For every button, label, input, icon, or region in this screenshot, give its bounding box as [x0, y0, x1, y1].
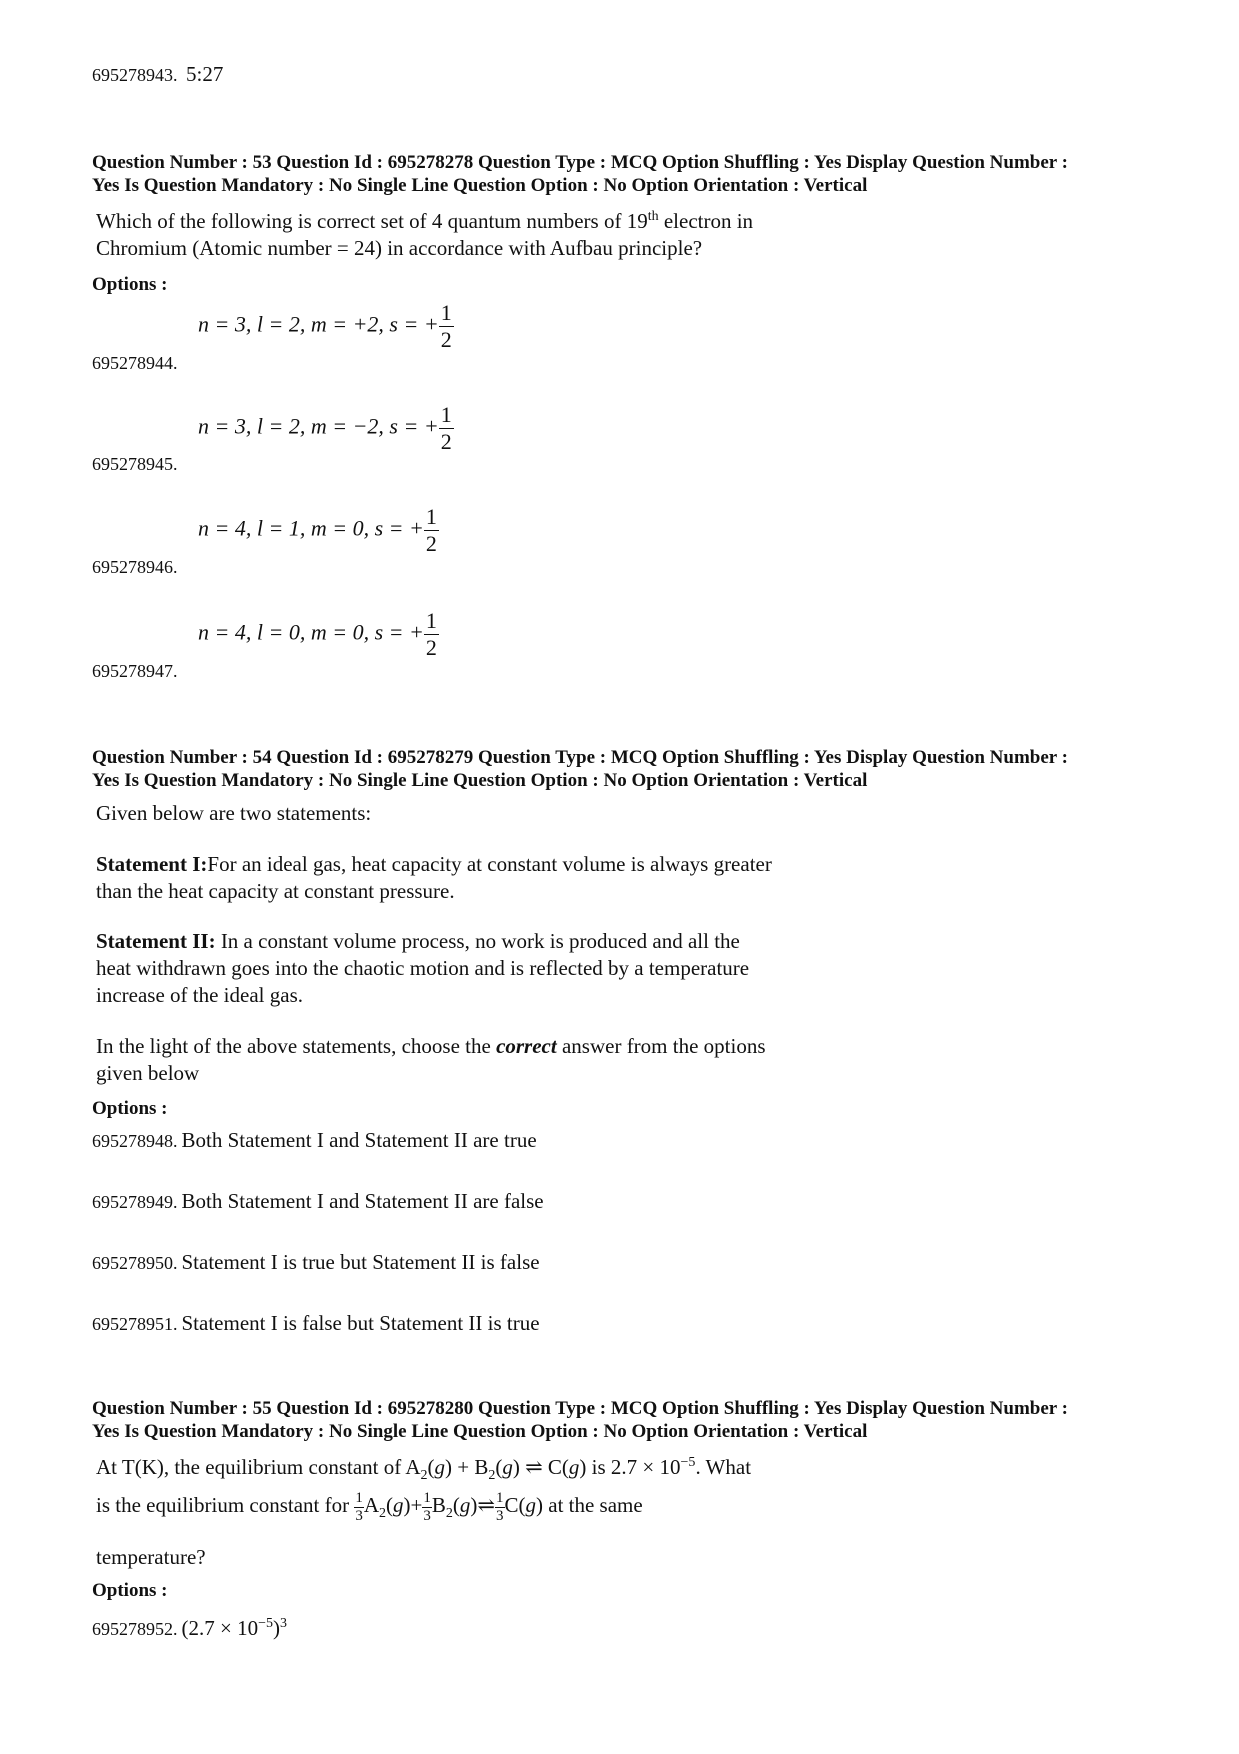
fraction-half: [424, 506, 439, 555]
fraction-half: [439, 404, 454, 453]
equals-plus: = +: [388, 515, 424, 541]
text-part: at the same: [548, 1493, 643, 1517]
n-value: 3: [234, 311, 246, 337]
option-id: 695278946.: [92, 557, 178, 577]
option-id: 695278945.: [92, 454, 178, 474]
superscript: th: [647, 209, 659, 224]
fraction-half: [439, 302, 454, 351]
m-value: +2: [352, 311, 379, 337]
statement-line: heat withdrawn goes into the chaotic motion and is reflected by a temperature: [96, 956, 750, 980]
prompt-line: [96, 1033, 896, 1060]
option-id: 695278943.: [92, 65, 178, 85]
statement-line: than the heat capacity at constant pressure.: [96, 879, 455, 903]
option-id: 695278951.: [92, 1314, 178, 1334]
l-value: 2: [288, 413, 300, 439]
option-text: Statement I is true but Statement II is false: [181, 1250, 540, 1274]
option-53-b[interactable]: n = 3, l = 2, m = −2, s = + $\frac{1}{2}$: [198, 402, 452, 454]
l-value: 0: [288, 619, 300, 645]
numerator: 1: [496, 1489, 504, 1506]
option-54-d[interactable]: [92, 1311, 540, 1336]
denominator: 2: [440, 327, 452, 352]
meta-line-2: Yes Is Question Mandatory : No Single Line Question Option : No Option Orientation : Vertical: [92, 175, 868, 196]
numerator: 1: [440, 300, 452, 325]
question-54-prompt: [96, 1033, 896, 1087]
numerator: 1: [355, 1489, 363, 1506]
denominator: 2: [425, 635, 437, 660]
option-54-b[interactable]: [92, 1189, 544, 1214]
m-value: −2: [352, 413, 379, 439]
question-53-text: [96, 208, 856, 262]
fraction-third: [354, 1491, 364, 1524]
question-54-meta: [92, 746, 1152, 792]
fraction-third: [422, 1491, 432, 1524]
n-value: 3: [234, 413, 246, 439]
denominator: 3: [423, 1507, 431, 1524]
numerator: 1: [423, 1489, 431, 1506]
equals-plus: = +: [403, 413, 439, 439]
question-text-line: [96, 208, 856, 235]
text-part: is 2.7 × 10: [586, 1455, 681, 1479]
reaction-equation: $A_2(g) + B_2(g)$ ⇌ C(g): [405, 1455, 587, 1484]
option-id: 695278944.: [92, 353, 178, 373]
denominator: 3: [355, 1507, 363, 1524]
exponent: −5: [680, 1455, 696, 1470]
m-value: 0: [352, 515, 364, 541]
meta-line-1: Question Number : 55 Question Id : 695278280 Question Type : MCQ Option Shuffling : Yes Display Question Number :: [92, 1398, 1068, 1419]
statement-text: In a constant volume process, no work is produced and all the: [215, 929, 740, 953]
text-part: At T(K), the equilibrium constant of: [96, 1455, 406, 1479]
option-53-d[interactable]: n = 4, l = 0, m = 0, s = + $\frac{1}{2}$: [198, 608, 437, 660]
statement-label: Statement II:: [96, 929, 216, 953]
option-53-a[interactable]: n = 3, l = 2, m = +2, s = + $\frac{1}{2}$: [198, 300, 452, 352]
statement-line: increase of the ideal gas.: [96, 983, 303, 1007]
numerator: 1: [425, 504, 437, 529]
option-55-a[interactable]: [92, 1616, 287, 1641]
option-id: 695278948.: [92, 1131, 178, 1151]
exponent: −5: [258, 1616, 273, 1631]
numerator: 1: [440, 402, 452, 427]
option-text: 5:27: [186, 62, 224, 86]
option-text: Both Statement I and Statement II are false: [181, 1189, 544, 1213]
denominator: 3: [496, 1507, 504, 1524]
option-id: 695278950.: [92, 1253, 178, 1273]
options-label: Options :: [92, 1580, 168, 1601]
option-id: 695278949.: [92, 1192, 178, 1212]
text-part: is the equilibrium constant for: [96, 1493, 350, 1517]
statement-label: Statement I:: [96, 852, 208, 876]
option-id: 695278947.: [92, 661, 178, 681]
option-text: Both Statement I and Statement II are true: [181, 1128, 537, 1152]
meta-line-1: Question Number : 54 Question Id : 695278279 Question Type : MCQ Option Shuffling : Yes Display Question Number :: [92, 747, 1068, 768]
meta-line-1: Question Number : 53 Question Id : 695278278 Question Type : MCQ Option Shuffling : Yes Display Question Number :: [92, 152, 1068, 173]
option-54-c[interactable]: [92, 1250, 540, 1275]
denominator: 2: [425, 531, 437, 556]
question-55-line-2: [96, 1485, 916, 1525]
statement-line: [96, 851, 896, 878]
text-part: electron in: [658, 209, 754, 233]
question-55-line-1: [96, 1454, 916, 1484]
n-value: 4: [234, 619, 246, 645]
statement-1: [96, 851, 896, 905]
prompt-emphasis: correct: [496, 1034, 557, 1058]
reaction-equation-scaled: $\frac{1}{3}$ $A_2(g)+$ $\frac{1}{3}$ $B_2(g)\rightleftharpoons$ $\frac{1}{3}$ C(g): [355, 1489, 543, 1524]
question-55-line-3: temperature?: [96, 1545, 206, 1569]
text-part: . What: [695, 1455, 752, 1479]
equals-plus: = +: [403, 311, 439, 337]
option-54-a[interactable]: [92, 1128, 537, 1153]
question-53-meta: [92, 151, 1152, 197]
question-54-intro: Given below are two statements:: [96, 801, 372, 825]
question-55-meta: [92, 1397, 1152, 1443]
prompt-text: In the light of the above statements, choose the: [96, 1034, 497, 1058]
meta-line-2: Yes Is Question Mandatory : No Single Line Question Option : No Option Orientation : Vertical: [92, 770, 868, 791]
fraction-third: [495, 1491, 505, 1524]
n-value: 4: [234, 515, 246, 541]
option-id: 695278952.: [92, 1619, 178, 1639]
text-part: ): [273, 1616, 280, 1640]
statement-line: [96, 928, 896, 955]
text-part: Which of the following is correct set of 4 quantum numbers of 19: [96, 209, 648, 233]
denominator: 2: [440, 429, 452, 454]
m-value: 0: [352, 619, 364, 645]
numerator: 1: [425, 608, 437, 633]
statement-2: [96, 928, 896, 1009]
option-text: Statement I is false but Statement II is true: [181, 1311, 540, 1335]
question-text-line: Chromium (Atomic number = 24) in accordance with Aufbau principle?: [96, 236, 703, 260]
text-part: (2.7 × 10: [181, 1616, 259, 1640]
exponent: 3: [280, 1616, 287, 1631]
option-53-c[interactable]: n = 4, l = 1, m = 0, s = + $\frac{1}{2}$: [198, 504, 437, 556]
option-text: [182, 1616, 288, 1640]
l-value: 1: [288, 515, 300, 541]
l-value: 2: [288, 311, 300, 337]
previous-option-row: [92, 62, 223, 87]
meta-line-2: Yes Is Question Mandatory : No Single Line Question Option : No Option Orientation : Vertical: [92, 1421, 868, 1442]
fraction-half: [424, 610, 439, 659]
options-label: Options :: [92, 1098, 168, 1119]
statement-text: For an ideal gas, heat capacity at constant volume is always greater: [207, 852, 772, 876]
options-label: Options :: [92, 274, 168, 295]
prompt-text: answer from the options: [556, 1034, 766, 1058]
prompt-line: given below: [96, 1061, 200, 1085]
equals-plus: = +: [388, 619, 424, 645]
